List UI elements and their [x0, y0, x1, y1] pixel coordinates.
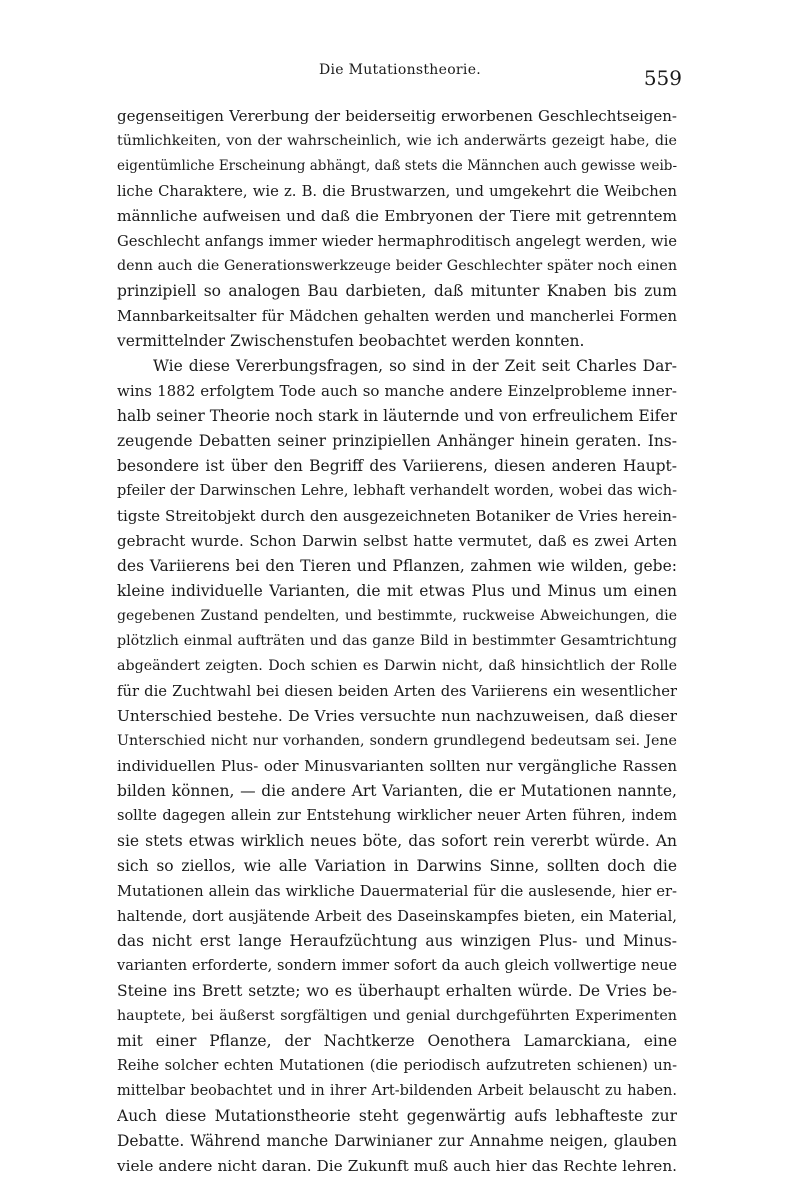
text-line: mittelbar beobachtet und in ihrer Art-bildenden Arbeit belauscht zu haben.: [117, 1083, 677, 1099]
text-line: mit einer Pflanze, der Nachtkerze Oenothera Lamarckiana, eine: [117, 1032, 677, 1050]
text-line: varianten erforderte, sondern immer sofort da auch gleich vollwertige neue: [117, 958, 677, 974]
text-line: vermittelnder Zwischenstufen beobachtet werden konnten.: [117, 332, 585, 350]
text-line: Geschlecht anfangs immer wieder hermaphroditisch angelegt werden, wie: [117, 233, 677, 250]
body-text: [117, 104, 677, 1179]
text-line: tigste Streitobjekt durch den ausgezeichneten Botaniker de Vries herein-: [117, 507, 677, 525]
text-line: des Variierens bei den Tieren und Pflanzen, zahmen wie wilden, gebe:: [117, 557, 677, 575]
text-line: prinzipiell so analogen Bau darbieten, daß mitunter Knaben bis zum: [117, 282, 677, 300]
text-line: eigentümliche Erscheinung abhängt, daß stets die Männchen auch gewisse weib-: [117, 158, 677, 174]
page-number: 559: [643, 66, 682, 90]
text-line: Wie diese Vererbungsfragen, so sind in der Zeit seit Charles Dar-: [153, 357, 677, 375]
text-line: männliche aufweisen und daß die Embryonen der Tiere mit getrenntem: [117, 207, 677, 225]
text-line: liche Charaktere, wie z. B. die Brustwarzen, und umgekehrt die Weibchen: [117, 183, 677, 200]
text-line: für die Zuchtwahl bei diesen beiden Arten des Variierens ein wesentlicher: [117, 683, 677, 700]
text-line: abgeändert zeigten. Doch schien es Darwin nicht, daß hinsichtlich der Rolle: [117, 658, 677, 674]
text-line: wins 1882 erfolgtem Tode auch so manche andere Einzelprobleme inner-: [117, 382, 677, 400]
text-line: gegebenen Zustand pendelten, und bestimmte, ruckweise Abweichungen, die: [117, 608, 677, 624]
text-line: sie stets etwas wirklich neues böte, das sofort rein vererbt würde. An: [117, 832, 677, 850]
text-line: gebracht wurde. Schon Darwin selbst hatte vermutet, daß es zwei Arten: [117, 532, 677, 550]
text-line: halb seiner Theorie noch stark in läuternde und von erfreulichem Eifer: [117, 407, 677, 425]
text-line: tümlichkeiten, von der wahrscheinlich, wie ich anderwärts gezeigt habe, die: [117, 133, 677, 149]
text-line: individuellen Plus- oder Minusvarianten sollten nur vergängliche Rassen: [117, 757, 677, 775]
text-line: bilden können, — die andere Art Varianten, die er Mutationen nannte,: [117, 782, 677, 800]
text-line: besondere ist über den Begriff des Variierens, diesen anderen Haupt-: [117, 457, 677, 475]
text-line: gegenseitigen Vererbung der beiderseitig erworbenen Geschlechtseigen-: [117, 107, 677, 125]
text-line: hauptete, bei äußerst sorgfältigen und genial durchgeführten Experimenten: [117, 1008, 677, 1024]
text-line: viele andere nicht daran. Die Zukunft muß auch hier das Rechte lehren.: [117, 1157, 677, 1175]
text-line: sich so ziellos, wie alle Variation in Darwins Sinne, sollten doch die: [117, 857, 677, 875]
text-line: zeugende Debatten seiner prinzipiellen Anhänger hinein geraten. Ins-: [117, 432, 677, 450]
text-line: Unterschied nicht nur vorhanden, sondern grundlegend bedeutsam sei. Jene: [117, 733, 677, 749]
running-head: Die Mutationstheorie.: [318, 62, 482, 78]
text-line: Steine ins Brett setzte; wo es überhaupt erhalten würde. De Vries be-: [117, 982, 677, 1000]
text-line: haltende, dort ausjätende Arbeit des Daseinskampfes bieten, ein Material,: [117, 908, 677, 925]
text-line: pfeiler der Darwinschen Lehre, lebhaft verhandelt worden, wobei das wich-: [117, 483, 677, 499]
text-line: Auch diese Mutationstheorie steht gegenwärtig aufs lebhafteste zur: [117, 1107, 677, 1125]
text-line: das nicht erst lange Heraufzüchtung aus winzigen Plus- und Minus-: [117, 932, 677, 950]
text-line: kleine individuelle Varianten, die mit etwas Plus und Minus um einen: [117, 582, 677, 600]
text-line: Debatte. Während manche Darwinianer zur Annahme neigen, glauben: [117, 1132, 677, 1150]
text-line: plötzlich einmal aufträten und das ganze Bild in bestimmter Gesamtrichtung: [117, 633, 677, 649]
text-line: Mutationen allein das wirkliche Dauermaterial für die auslesende, hier er-: [117, 883, 677, 900]
text-line: Unterschied bestehe. De Vries versuchte nun nachzuweisen, daß dieser: [117, 707, 677, 725]
text-line: Reihe solcher echten Mutationen (die periodisch aufzutreten schienen) un-: [117, 1058, 677, 1074]
text-line: denn auch die Generationswerkzeuge beider Geschlechter später noch einen: [117, 258, 677, 274]
text-line: Mannbarkeitsalter für Mädchen gehalten werden und mancherlei Formen: [117, 308, 677, 325]
text-line: sollte dagegen allein zur Entstehung wirklicher neuer Arten führen, indem: [117, 808, 677, 824]
